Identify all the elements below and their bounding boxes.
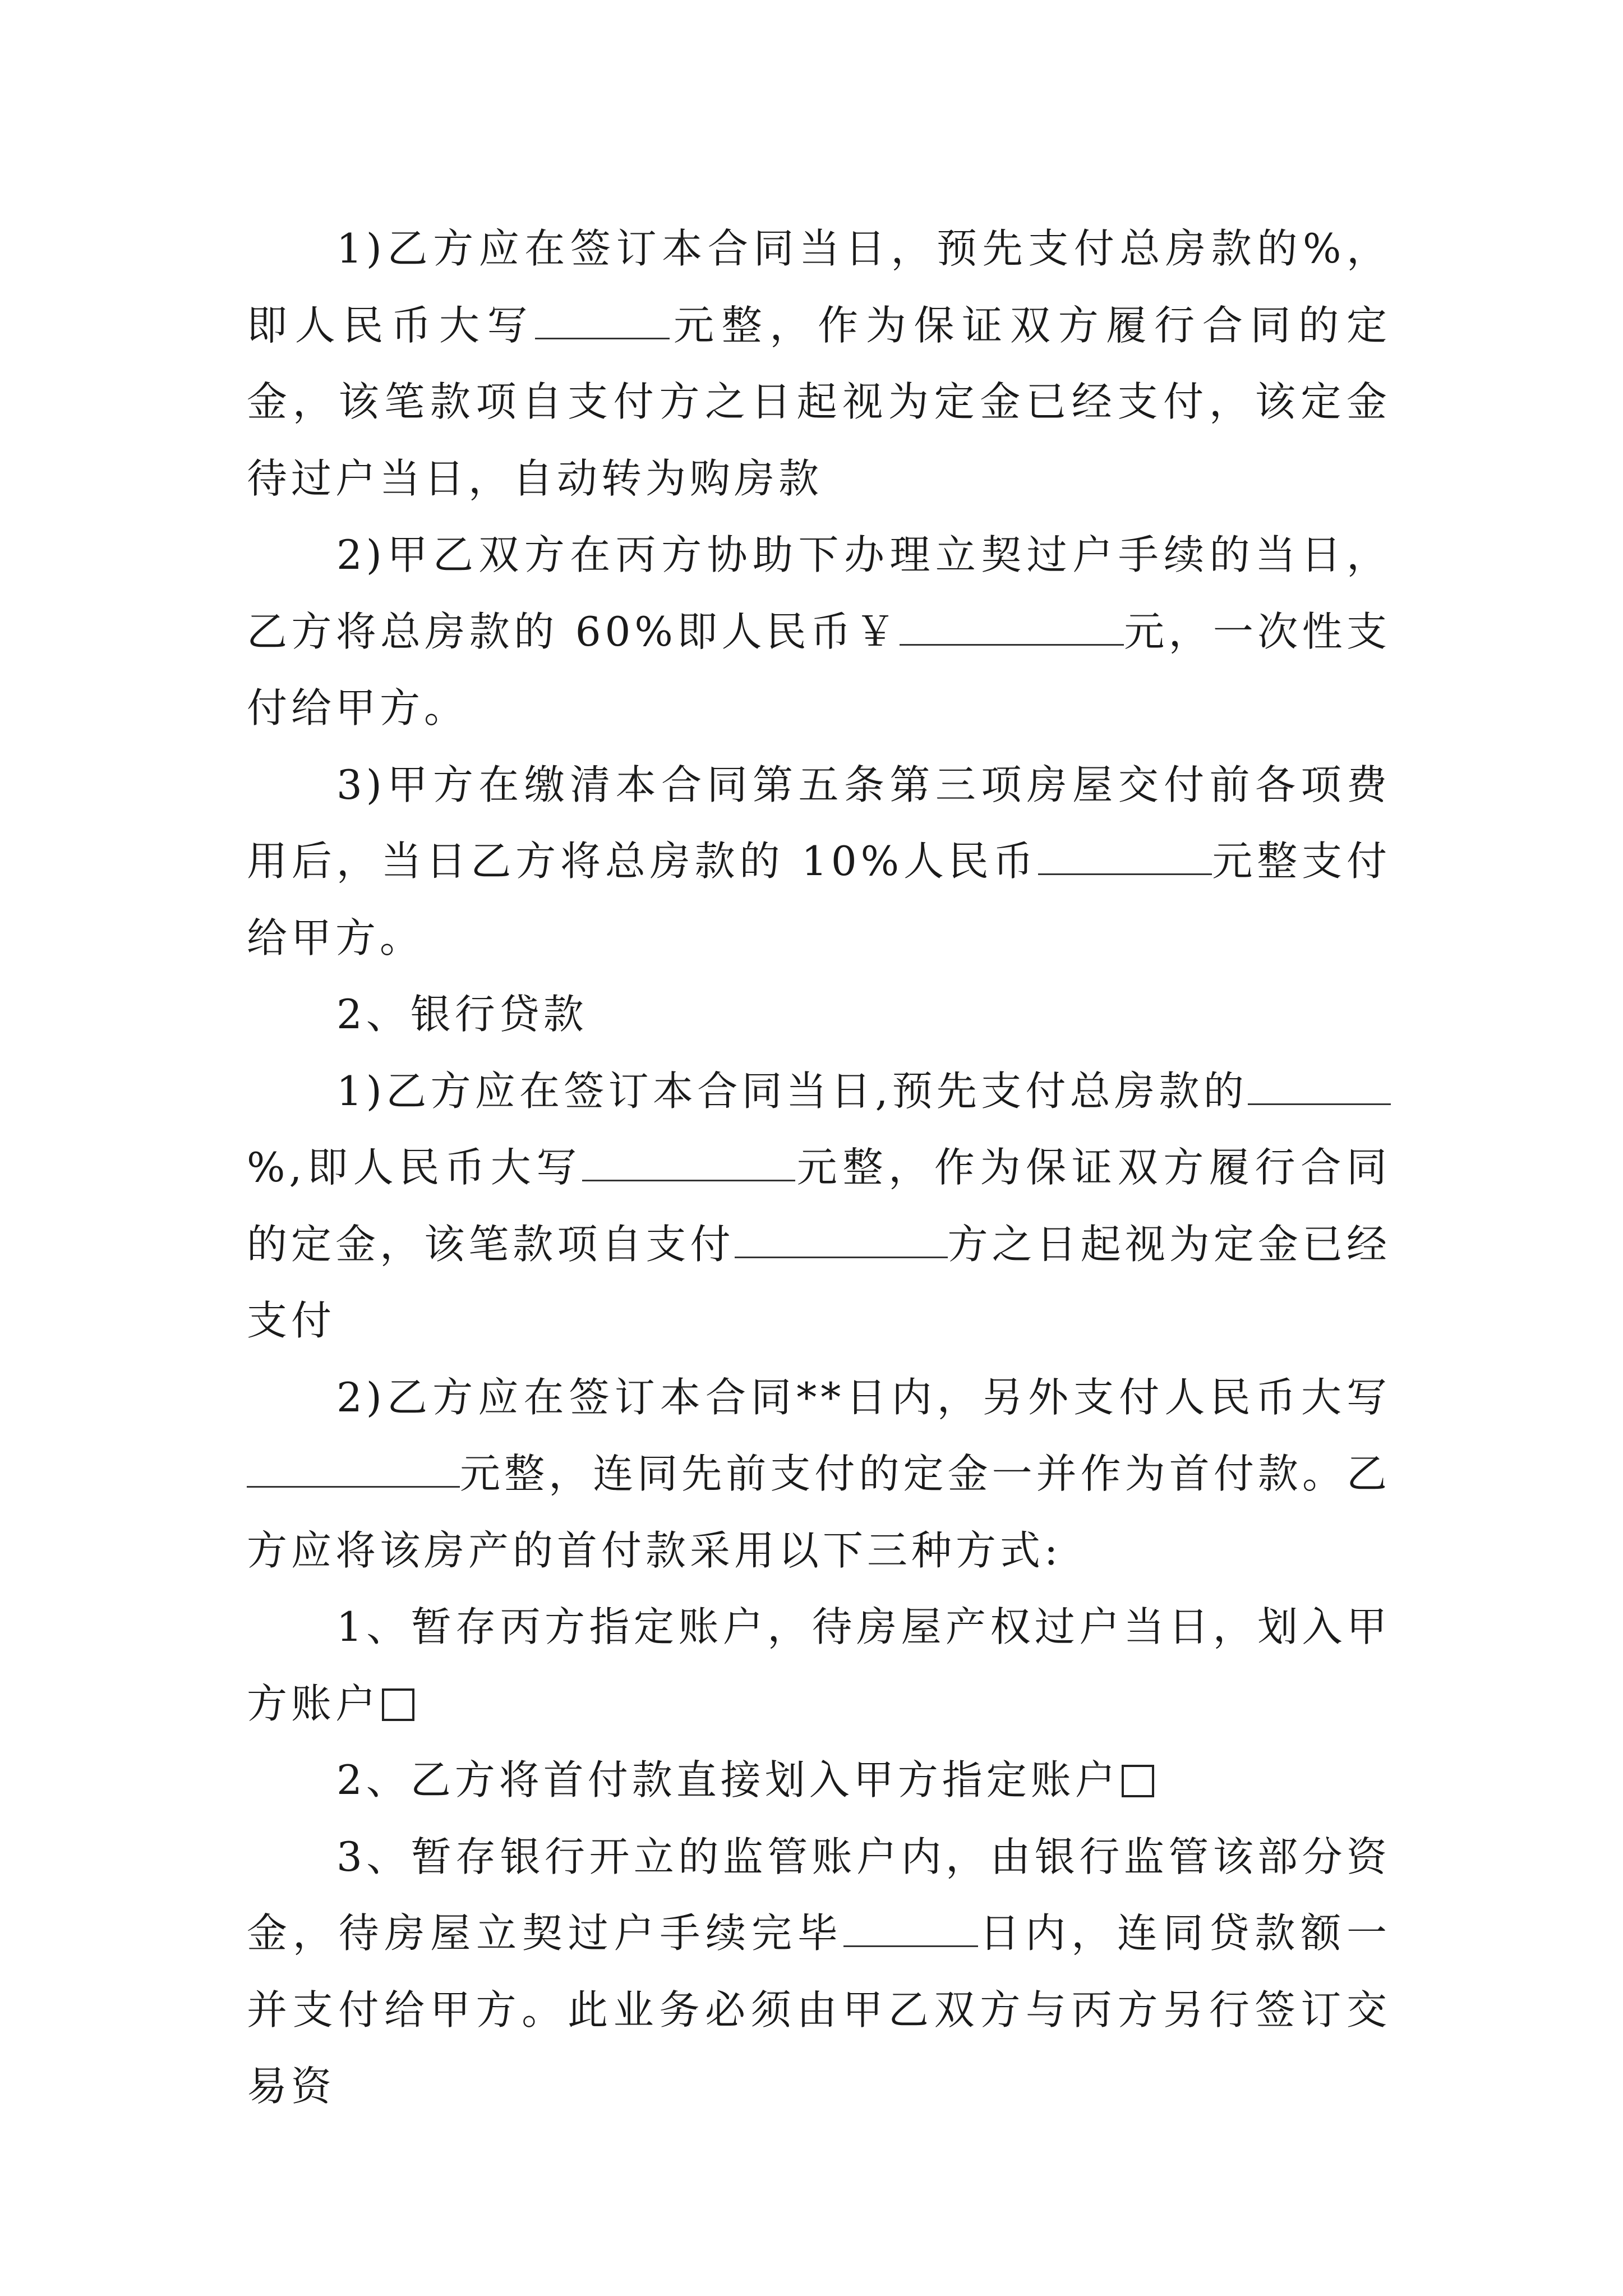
text-segment: 1)乙方应在签订本合同当日,预先支付总房款的 [336, 1067, 1248, 1115]
option-text: 2、乙方将首付款直接划入甲方指定账户 [336, 1756, 1119, 1803]
text-segment: 日内，连同贷款额一并支付给甲方。此业务必须由甲乙双方与丙方另行签订交易资 [247, 1910, 1391, 2110]
fill-blank-amount[interactable] [1038, 839, 1212, 875]
fill-blank-percent[interactable] [1248, 1069, 1391, 1105]
fill-blank-amount[interactable] [900, 609, 1124, 646]
checkbox-option-1[interactable] [382, 1688, 414, 1721]
text-segment: 元，一次性支付给甲方。 [247, 608, 1391, 731]
fill-blank-amount[interactable] [247, 1451, 460, 1488]
checkbox-option-2[interactable] [1122, 1765, 1154, 1797]
fill-blank-days[interactable] [843, 1911, 978, 1947]
text-segment: 2)乙方应在签订本合同**日内，另外支付人民币大写 [336, 1373, 1391, 1421]
text-segment: 3)甲方在缴清本合同第五条第三项房屋交付前各项费用后，当日乙方将总房款的 10%人民币 [247, 761, 1391, 885]
text-segment: 元整，作为保证双方履行合同的定金，该笔款项自支付 [247, 1144, 1391, 1268]
option-text: 1、暂存丙方指定账户，待房屋产权过户当日，划入甲方账户 [247, 1603, 1391, 1727]
fill-blank-amount[interactable] [535, 303, 670, 339]
option-bank-supervised [247, 1819, 1391, 2125]
text-segment: 元整，作为保证双方履行合同的定金，该笔款项自支付方之日起视为定金已经支付，该定金待过户当日，自动转为购房款 [247, 301, 1391, 502]
text-segment: 2)甲乙双方在丙方协助下办理立契过户手续的当日，乙方将总房款的 60%即人民币￥ [247, 531, 1391, 655]
option-escrow-account [247, 1589, 1391, 1742]
fill-blank-amount[interactable] [582, 1145, 795, 1181]
document-page [247, 210, 1391, 2125]
text-segment: 元整，连同先前支付的定金一并作为首付款。乙方应将该房产的首付款采用以下三种方式: [247, 1450, 1391, 1574]
text-segment: 3、暂存银行开立的监管账户内，由银行监管该部分资金，待房屋立契过户手续完毕 [247, 1833, 1391, 1957]
section-heading-bank-loan [247, 976, 1391, 1053]
paragraph-loan-deposit [247, 1053, 1391, 1359]
paragraph-final-payment [247, 747, 1391, 977]
text-segment: %,即人民币大写 [247, 1144, 583, 1191]
text-segment: 1)乙方应在签订本合同当日，预先支付总房款的%，即人民币大写 [247, 225, 1391, 349]
text-segment: 元整支付给甲方。 [247, 838, 1391, 961]
paragraph-transfer-payment [247, 517, 1391, 747]
heading-text: 2、银行贷款 [336, 991, 588, 1038]
paragraph-deposit-payment [247, 210, 1391, 517]
fill-blank-party[interactable] [735, 1222, 948, 1258]
text-segment: 方之日起视为定金已经支付 [247, 1220, 1391, 1344]
option-direct-transfer [247, 1742, 1391, 1819]
paragraph-down-payment [247, 1359, 1391, 1589]
